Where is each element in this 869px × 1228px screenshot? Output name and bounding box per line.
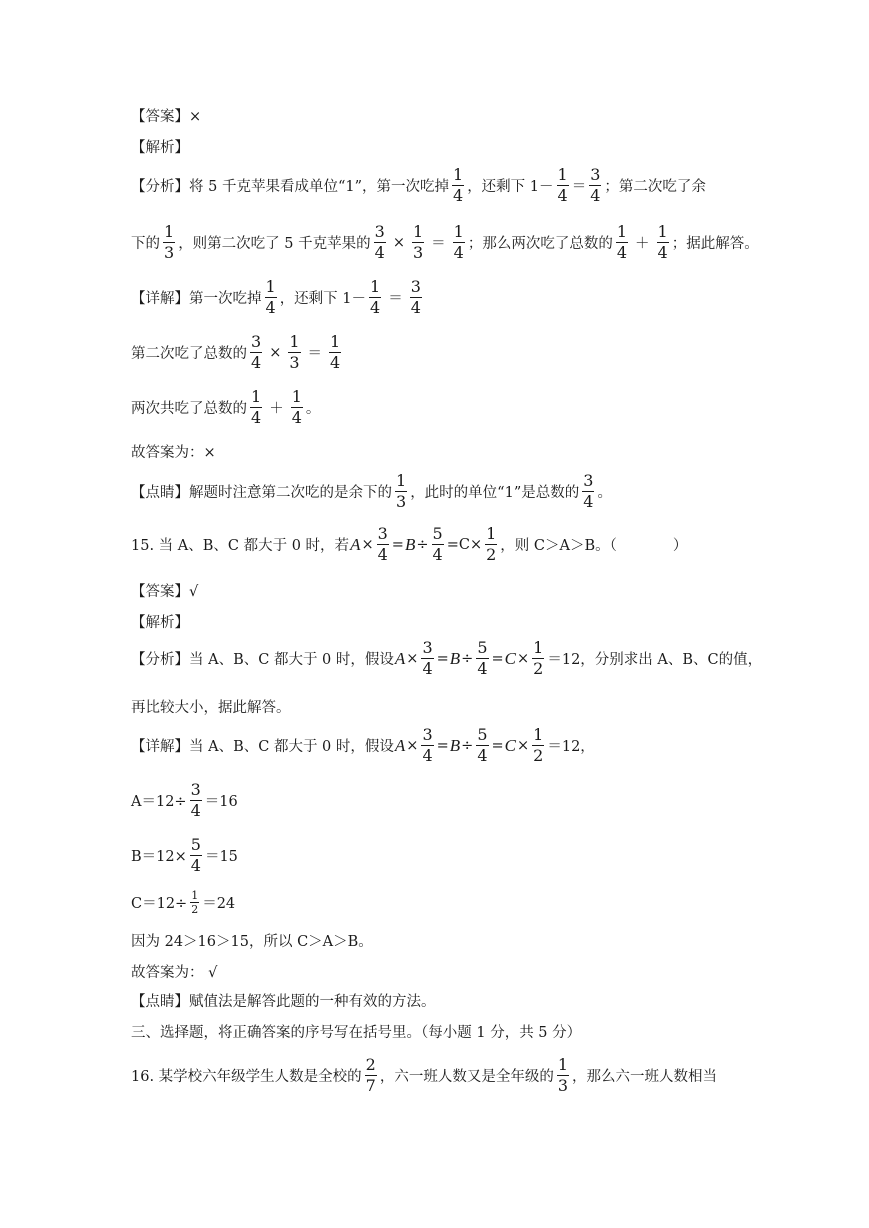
fraction-3-4: $\frac{3}{4}$ bbox=[190, 780, 201, 820]
question-15-stem bbox=[131, 526, 687, 563]
detail-line-15-1 bbox=[131, 727, 595, 764]
fraction-1-2: $\frac{1}{2}$ bbox=[533, 725, 544, 765]
text-segment: 。 bbox=[597, 485, 612, 501]
times-sign: × bbox=[269, 344, 282, 361]
text-segment: 15. 当 A、B、C 都大于 0 时，若 bbox=[131, 538, 350, 554]
variable-c: C bbox=[458, 536, 470, 553]
variable-b: B bbox=[404, 534, 416, 554]
variable-b: B bbox=[449, 735, 461, 755]
times-sign: × bbox=[517, 650, 530, 667]
times-sign: × bbox=[406, 737, 419, 754]
fraction-1-2: $\frac{1}{2}$ bbox=[486, 524, 497, 564]
plus-sign: ＋ bbox=[635, 236, 650, 252]
fraction-1-4: $\frac{1}{4}$ bbox=[265, 277, 276, 317]
equals-sign: = bbox=[391, 536, 404, 553]
variable-b: B bbox=[449, 648, 461, 668]
equals-sign: = bbox=[436, 650, 449, 667]
text-segment: 【分析】当 A、B、C 都大于 0 时，假设 bbox=[131, 652, 394, 668]
times-sign: × bbox=[469, 536, 483, 553]
equation-c bbox=[131, 890, 235, 915]
analysis-line-15-1 bbox=[131, 640, 762, 677]
fraction-3-4: $\frac{3}{4}$ bbox=[377, 524, 388, 564]
fraction-1-4: $\frac{1}{4}$ bbox=[453, 165, 464, 205]
text-segment: ，那么六一班人数相当 bbox=[572, 1069, 718, 1085]
section-heading-text: 三、选择题，将正确答案的序号写在括号里。（每小题 1 分，共 5 分） bbox=[131, 1025, 582, 1041]
fraction-1-3: $\frac{1}{3}$ bbox=[557, 1055, 569, 1095]
text-segment: ，则第二次吃了 5 千克苹果的 bbox=[178, 236, 371, 252]
analysis-label: 【解析】 bbox=[131, 615, 189, 631]
analysis-line-2 bbox=[131, 224, 759, 261]
text-segment: 16. 某学校六年级学生人数是全校的 bbox=[131, 1069, 362, 1085]
text-segment: ；据此解答。 bbox=[671, 236, 759, 252]
text-segment: ＝12， bbox=[547, 739, 595, 755]
times-sign: × bbox=[361, 536, 374, 553]
variable-a: A bbox=[394, 735, 406, 755]
fraction-1-4: $\frac{1}{4}$ bbox=[657, 222, 668, 262]
text-segment: ＝24 bbox=[202, 896, 236, 912]
fraction-1-3: $\frac{1}{3}$ bbox=[164, 222, 175, 262]
equals-sign: ＝ bbox=[431, 236, 446, 252]
conclusion-14 bbox=[131, 441, 216, 462]
text-segment: ，还剩下 1－ bbox=[279, 291, 367, 307]
fraction-1-3: $\frac{1}{3}$ bbox=[396, 471, 407, 511]
text-segment: 再比较大小，据此解答。 bbox=[131, 700, 291, 716]
text-segment: B＝12× bbox=[131, 849, 187, 865]
equals-sign: = bbox=[436, 737, 449, 754]
equation-a bbox=[131, 782, 238, 819]
fraction-3-4: $\frac{3}{4}$ bbox=[410, 277, 421, 317]
text-segment: 下的 bbox=[131, 236, 160, 252]
text-segment: C＝12÷ bbox=[131, 896, 188, 912]
section-heading-3 bbox=[131, 1021, 581, 1042]
text-segment: ，还剩下 1－ bbox=[467, 179, 554, 195]
fraction-5-4: $\frac{5}{4}$ bbox=[190, 835, 201, 875]
key-point-14 bbox=[131, 473, 612, 510]
because-text: 因为 24＞16＞15，所以 C＞A＞B。 bbox=[131, 934, 373, 950]
plus-sign: ＋ bbox=[269, 401, 284, 417]
answer-text: 【答案】√ bbox=[131, 584, 199, 600]
text-segment: A＝12÷ bbox=[131, 794, 187, 810]
divide-sign: ÷ bbox=[416, 536, 429, 553]
conclusion-text: 故答案为： √ bbox=[131, 965, 218, 981]
analysis-label: 【解析】 bbox=[131, 140, 189, 156]
fraction-1-4: $\frac{1}{4}$ bbox=[557, 165, 568, 205]
fraction-1-2: $\frac{1}{2}$ bbox=[191, 889, 199, 916]
equation-b bbox=[131, 837, 238, 874]
fraction-1-3: $\frac{1}{3}$ bbox=[289, 332, 300, 372]
analysis-line-15-2 bbox=[131, 696, 291, 717]
variable-c: C bbox=[504, 648, 517, 668]
fraction-1-4: $\frac{1}{4}$ bbox=[330, 332, 341, 372]
text-segment: 【分析】将 5 千克苹果看成单位“1”，第一次吃掉 bbox=[131, 179, 449, 195]
fraction-2-7: $\frac{2}{7}$ bbox=[365, 1055, 376, 1095]
analysis-label-15 bbox=[131, 611, 189, 632]
text-segment: ，则 C＞A＞B。（ bbox=[500, 538, 617, 554]
text-segment: ＝16 bbox=[204, 794, 238, 810]
divide-sign: ÷ bbox=[461, 650, 474, 667]
fraction-1-4: $\frac{1}{4}$ bbox=[453, 222, 464, 262]
fraction-3-4: $\frac{3}{4}$ bbox=[374, 222, 385, 262]
text-segment: ） bbox=[672, 538, 688, 554]
key-point-text: 【点睛】赋值法是解答此题的一种有效的方法。 bbox=[131, 994, 436, 1010]
fraction-5-4: $\frac{5}{4}$ bbox=[477, 725, 488, 765]
equals-sign: = bbox=[446, 536, 459, 553]
text-segment: 【详解】第一次吃掉 bbox=[131, 291, 262, 307]
fraction-1-3: $\frac{1}{3}$ bbox=[412, 222, 424, 262]
text-segment: ，六一班人数又是全年级的 bbox=[379, 1069, 554, 1085]
fraction-3-4: $\frac{3}{4}$ bbox=[251, 332, 262, 372]
text-segment: 【详解】当 A、B、C 都大于 0 时，假设 bbox=[131, 739, 394, 755]
text-segment: 。 bbox=[305, 401, 321, 417]
answer-text: 【答案】× bbox=[131, 109, 202, 125]
equals-sign: = bbox=[491, 737, 504, 754]
fraction-3-4: $\frac{3}{4}$ bbox=[422, 725, 433, 765]
variable-c: C bbox=[504, 735, 517, 755]
text-segment: ；第二次吃了余 bbox=[604, 179, 706, 195]
times-sign: × bbox=[392, 234, 405, 251]
conclusion-text: 故答案为：× bbox=[131, 445, 216, 461]
equals-sign: ＝ bbox=[307, 346, 323, 362]
detail-line-2 bbox=[131, 334, 344, 371]
answer-line-15 bbox=[131, 580, 198, 601]
key-point-15 bbox=[131, 990, 436, 1011]
fraction-1-4: $\frac{1}{4}$ bbox=[251, 387, 262, 427]
text-segment: ＝ bbox=[571, 179, 587, 195]
fraction-1-4: $\frac{1}{4}$ bbox=[291, 387, 302, 427]
fraction-1-4: $\frac{1}{4}$ bbox=[370, 277, 381, 317]
variable-a: A bbox=[394, 648, 406, 668]
answer-line-14 bbox=[131, 105, 201, 126]
text-segment: ，此时的单位“1”是总数的 bbox=[410, 485, 580, 501]
text-segment: ＝12，分别求出 A、B、C的值， bbox=[547, 652, 763, 668]
text-segment: 第二次吃了总数的 bbox=[131, 346, 247, 362]
text-segment: 【点睛】解题时注意第二次吃的是余下的 bbox=[131, 485, 392, 501]
detail-line-1 bbox=[131, 279, 425, 316]
detail-line-3 bbox=[131, 389, 320, 426]
fraction-5-4: $\frac{5}{4}$ bbox=[432, 524, 443, 564]
fraction-3-4: $\frac{3}{4}$ bbox=[583, 471, 594, 511]
text-segment: ＝15 bbox=[204, 849, 238, 865]
fraction-5-4: $\frac{5}{4}$ bbox=[477, 638, 488, 678]
times-sign: × bbox=[517, 737, 530, 754]
text-segment: 两次共吃了总数的 bbox=[131, 401, 247, 417]
text-segment: ；那么两次吃了总数的 bbox=[467, 236, 613, 252]
conclusion-15 bbox=[131, 961, 217, 982]
because-line bbox=[131, 930, 373, 951]
times-sign: × bbox=[406, 650, 419, 667]
analysis-label-14 bbox=[131, 136, 189, 157]
fraction-1-2: $\frac{1}{2}$ bbox=[533, 638, 544, 678]
equals-sign: ＝ bbox=[388, 291, 403, 307]
divide-sign: ÷ bbox=[461, 737, 474, 754]
fraction-3-4: $\frac{3}{4}$ bbox=[590, 165, 601, 205]
variable-a: A bbox=[350, 534, 361, 554]
question-16-stem bbox=[131, 1057, 717, 1094]
fraction-3-4: $\frac{3}{4}$ bbox=[422, 638, 433, 678]
fraction-1-4: $\frac{1}{4}$ bbox=[616, 222, 628, 262]
analysis-line-1 bbox=[131, 167, 706, 204]
equals-sign: = bbox=[491, 650, 504, 667]
